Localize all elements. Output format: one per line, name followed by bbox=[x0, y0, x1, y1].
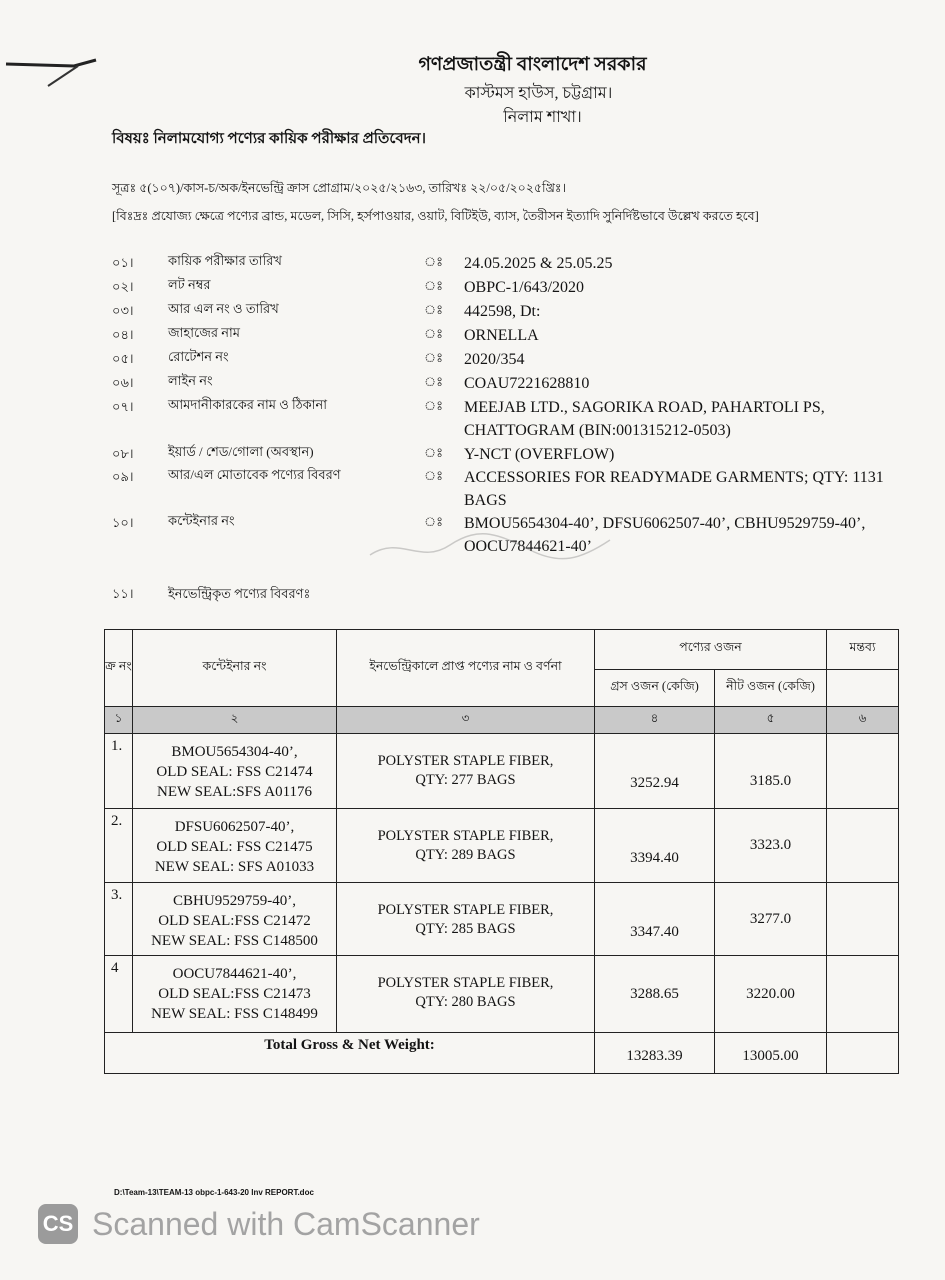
header-container: কন্টেইনার নং bbox=[133, 630, 337, 707]
government-title: গণপ্রজাতন্ত্রী বাংলাদেশ সরকার bbox=[418, 54, 647, 75]
table-row: 2. DFSU6062507-40’, OLD SEAL: FSS C21475 NEW SEAL: SFS A01033 POLYSTER STAPLE FIBER, QTY: 289 BAGS 3394.40 3323.0 bbox=[105, 809, 899, 883]
table-header-row bbox=[105, 630, 899, 670]
header-gross-weight: গ্রস ওজন (কেজি) bbox=[595, 669, 715, 707]
header-serial: ক্র নং bbox=[105, 630, 133, 707]
office-name: কাস্টমস হাউস, চট্টগ্রাম। bbox=[464, 85, 613, 102]
subject-line: বিষয়ঃ নিলামযোগ্য পণ্যের কায়িক পরীক্ষার প্রতিবেদন। bbox=[112, 131, 426, 147]
header-remarks: মন্তব্য bbox=[827, 630, 899, 670]
header-weight: পণ্যের ওজন bbox=[595, 630, 827, 670]
header-remarks-blank bbox=[827, 669, 899, 707]
camscanner-logo-icon: CS bbox=[38, 1204, 78, 1244]
camscanner-text: Scanned with CamScanner bbox=[92, 1205, 480, 1242]
header-goods: ইনভেন্ট্রিকালে প্রাপ্ত পণ্যের নাম ও বর্ণনা bbox=[337, 630, 595, 707]
table-row: 4 OOCU7844621-40’, OLD SEAL:FSS C21473 NEW SEAL: FSS C148499 POLYSTER STAPLE FIBER, QTY: 280 BAGS 3288.65 3220.00 bbox=[105, 956, 899, 1033]
total-label: Total Gross & Net Weight: bbox=[105, 1033, 595, 1074]
total-gross: 13283.39 bbox=[595, 1033, 715, 1074]
file-path: D:\Team-13\TEAM-13 obpc-1-643-20 Inv REPORT.doc bbox=[114, 1188, 314, 1197]
inventory-table bbox=[104, 629, 899, 1074]
total-row bbox=[105, 1033, 899, 1074]
reference-line: সূত্রঃ ৫(১০৭)/কাস-চ/অক/ইনভেন্ট্রি ক্রাস প্রোগ্রাম/২০২৫/২১৬৩, তারিখঃ ২২/০৫/২০২৫খ্রিঃ। bbox=[112, 181, 567, 195]
scanned-document: গণপ্রজাতন্ত্রী বাংলাদেশ সরকার কাস্টমস হাউস, চট্টগ্রাম। নিলাম শাখা। বিষয়ঃ নিলামযোগ্য পণ্যের কায়িক পরীক্ষার প্রতিবেদন। সূত্রঃ ৫(১০৭)/কাস-চ/অক/ইনভেন্ট্রি ক্রাস প্রোগ্রাম/২০২৫/২১৬৩, তারিখঃ ২২/০৫/২০২৫খ্রিঃ। [বিঃদ্রঃ প্রযোজ্য ক্ষেত্রে পণ্যের ব্রান্ড, মডেল, সিসি, হর্সপাওয়ার, ওয়াট, বিটিইউ, ব্যাস, তৈরীসন ইত্যাদি সুনির্দিষ্টভাবে উল্লেখ করতে হবে] ০১। কায়িক পরীক্ষার তারিখ ঃ 24.05.2025 & 25.05.25 ০২। লট নম্বর ঃ OBPC-1/643/2020 ০৩। আর এল নং ও তারিখ ঃ 442598, Dt: ০৪। জাহাজের নাম ঃ ORNELLA ০৫। রোটেশন নং ঃ 2020/354 ০৬। লাইন নং ঃ COAU7221628810 ০৭। আমদানীকারকের নাম ও ঠিকানা ঃ MEEJAB LTD., SAGORIKA ROAD, PAHARTOLI PS, CHATTOGRAM (BIN:001315212-0503) ০৮। ইয়ার্ড / শেড/গোলা (অবস্থান) ঃ Y-NCT (OVERFLOW) ০৯। আর/এল মোতাবেক পণ্যের বিবরণ ঃ ACCESSORIES FOR READYMADE GARMENTS; QTY: 1131 BAGS ১০। কন্টেইনার নং ঃ BMOU5654304-40’, DFSU6062507-40’, CBHU9529759-40’, OOCU7844621-40’ ১১। ইনভেন্ট্রিকৃত পণ্যের বিবরণঃ ক্র নং কন্টেইনার নং ইনভেন্ট্রিকালে প্রাপ্ত পণ্যের নাম ও বর্ণনা পণ্যের ওজন মন্তব্য গ্রস ওজন (কেজি) নীট ওজন (কেজি) ১ ২ ৩ ৪ ৫ ৬ 1. BMOU5654304-40’, OLD SEAL: FSS C21474 NEW SEAL:SFS A01176 POLYSTER STAPLE FIBER, QTY: 277 BAGS 3252.94 3185.0 2. DFSU6062507-40’, OLD SEAL: FSS C21475 NEW SEAL: SFS A01033 POLYSTER STAPLE FIBER, QTY: 289 BAGS 3394.40 3323.0 3. CBHU9529759-40’, OLD SEAL:FSS C21472 NEW SEAL: FSS C148500 POLYSTER STAPLE FIBER, QTY: 285 BAGS 3347.40 3277.0 4 OOCU7844621-40’, OLD SEAL:FSS C21473 NEW SEAL: FSS C148499 POLYSTER STAPLE FIBER, QTY: 280 BAGS 3288.65 3220.00 Total Gross & Net Weight: 13283.39 13005.00 D:\Team-13\TEAM-13 obpc-1-643-20 Inv REPORT.doc CS Scanned with CamScanner bbox=[0, 0, 945, 1280]
table-row: 3. CBHU9529759-40’, OLD SEAL:FSS C21472 NEW SEAL: FSS C148500 POLYSTER STAPLE FIBER, QTY: 285 BAGS 3347.40 3277.0 bbox=[105, 883, 899, 956]
header-net-weight: নীট ওজন (কেজি) bbox=[715, 669, 827, 707]
branch-name: নিলাম শাখা। bbox=[503, 109, 582, 126]
total-net: 13005.00 bbox=[715, 1033, 827, 1074]
note-line: [বিঃদ্রঃ প্রযোজ্য ক্ষেত্রে পণ্যের ব্রান্ড, মডেল, সিসি, হর্সপাওয়ার, ওয়াট, বিটিইউ, ব্যাস, তৈরীসন ইত্যাদি সুনির্দিষ্টভাবে উল্লেখ করতে হবে] bbox=[112, 209, 759, 223]
table-row: 1. BMOU5654304-40’, OLD SEAL: FSS C21474 NEW SEAL:SFS A01176 POLYSTER STAPLE FIBER, QTY: 277 BAGS 3252.94 3185.0 bbox=[105, 734, 899, 809]
column-number-row: ১ ২ ৩ ৪ ৫ ৬ bbox=[105, 707, 899, 734]
section-11-heading: ১১। ইনভেন্ট্রিকৃত পণ্যের বিবরণঃ bbox=[112, 586, 311, 601]
camscanner-watermark bbox=[38, 1204, 480, 1244]
faint-signature-mark bbox=[360, 515, 620, 575]
